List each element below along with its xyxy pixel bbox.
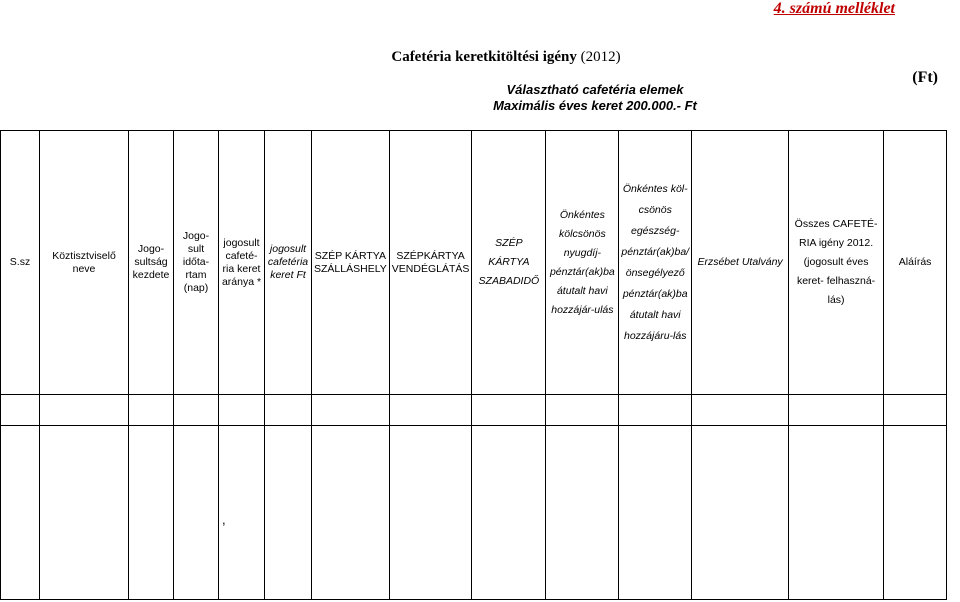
col-szep-vendeg: SZÉPKÁRTYA VENDÉGLÁTÁS xyxy=(389,131,472,395)
subtitle-line-1: Választható cafetéria elemek xyxy=(506,82,684,97)
col-szep-szallas: SZÉP KÁRTYA SZÁLLÁSHELY xyxy=(312,131,390,395)
subtitle xyxy=(330,82,860,114)
col-nyugdij: Önkéntes kölcsönös nyugdíj-pénztár(ak)ba átutalt havi hozzájár-ulás xyxy=(546,131,619,395)
page-title xyxy=(0,49,960,66)
col-name: Köztisztviselő neve xyxy=(40,131,129,395)
title-main: Cafetéria keretkitöltési igény xyxy=(391,49,577,65)
col-keret: jogosult cafetéria keret Ft xyxy=(265,131,312,395)
table-row xyxy=(1,426,947,600)
col-erzsebet: Erzsébet Utalvány xyxy=(692,131,789,395)
col-start: Jogo-sultság kezdete xyxy=(129,131,174,395)
col-ratio: jogosult cafeté-ria keret aránya * xyxy=(219,131,265,395)
col-serial: S.sz xyxy=(1,131,40,395)
unit-label: (Ft) xyxy=(912,69,938,86)
subtitle-line-2: Maximális éves keret 200.000.- Ft xyxy=(493,98,697,113)
col-egeszseg: Önkéntes köl-csönös egészség-pénztár(ak)ba/önsegélyező pénztár(ak)ba átutalt havi hozzájáru-lás xyxy=(619,131,692,395)
col-duration: Jogo-sult időta-rtam (nap) xyxy=(174,131,219,395)
col-osszes: Összes CAFETÉ-RIA igény 2012. (jogosult éves keret- felhaszná-lás) xyxy=(789,131,884,395)
title-year: (2012) xyxy=(580,49,621,65)
cafeteria-table xyxy=(0,130,947,600)
table-row xyxy=(1,395,947,426)
comma-mark: , xyxy=(222,512,226,527)
annex-label: 4. számú melléklet xyxy=(773,0,895,17)
col-szep-szabadido: SZÉP KÁRTYA SZABADIDŐ xyxy=(472,131,546,395)
header-row xyxy=(1,131,947,395)
col-alairas: Aláírás xyxy=(884,131,947,395)
